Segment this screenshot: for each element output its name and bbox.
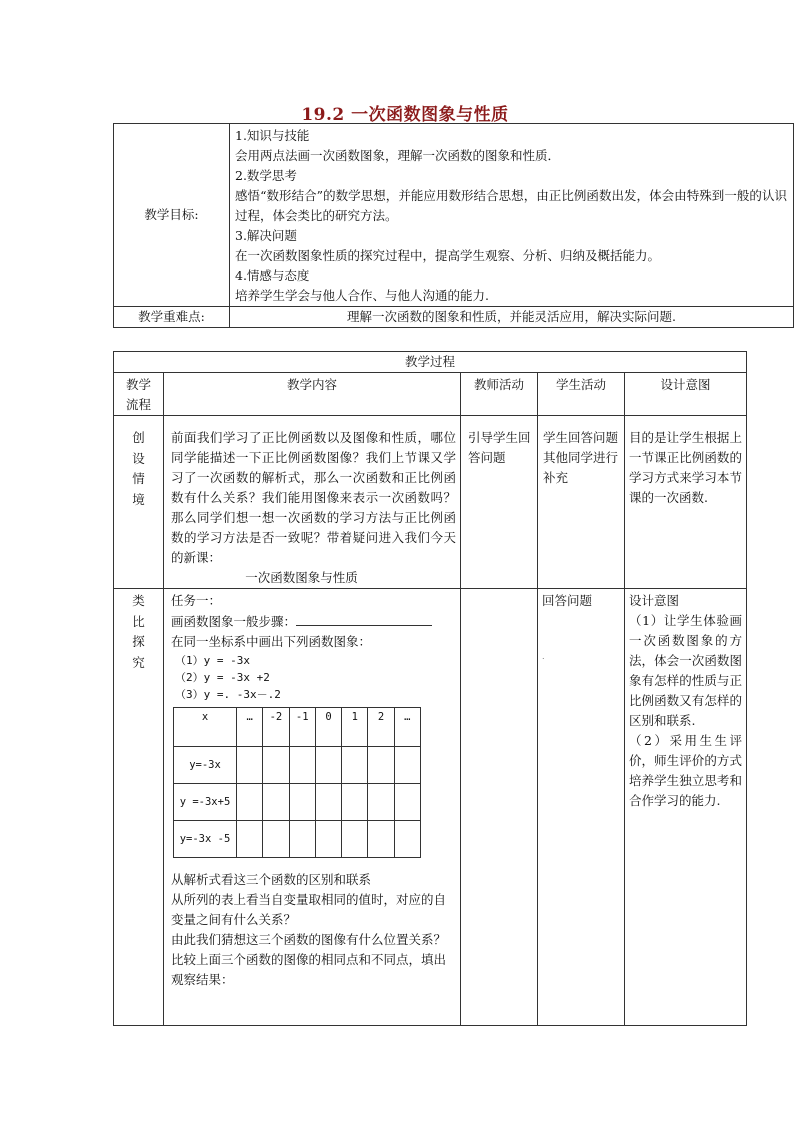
value-table-row-label: y=-3x [174, 747, 237, 784]
value-table-header: -2 [263, 708, 289, 747]
value-table-row-label: y =-3x+5 [174, 784, 237, 821]
value-cell[interactable] [368, 784, 394, 821]
value-cell[interactable] [394, 784, 420, 821]
teacher-activity-1: 引导学生回答问题 [461, 416, 538, 589]
objective-line: 培养学生学会与他人合作、与他人沟通的能力. [235, 288, 489, 303]
header-teacher: 教师活动 [461, 373, 538, 416]
value-cell[interactable] [342, 821, 368, 858]
value-table-header: x [174, 708, 237, 747]
intro-content: 前面我们学习了正比例函数以及图像和性质，哪位同学能描述一下正比例函数图像？我们上节课又学习了一次函数的解析式，那么一次函数和正比例函数有什么关系？我们能用图像来表示一次函数吗？那么同学们想一想一次函数的学习方法与正比例函数的学习方法是否一致呢？带着疑问进入我们今天的新课： 一次函数图象与性质 [164, 416, 461, 589]
question-line: 从所列的表上看当自变量取相同的值时，对应的自变量之间有什么关系？ [171, 892, 447, 927]
process-title: 教学过程 [114, 352, 747, 373]
value-table-header: 2 [368, 708, 394, 747]
objective-line: 感悟“数形结合”的数学思想，并能应用数形结合思想，由正比例函数出发，体会由特殊到一般的认识过程，体会类比的研究方法。 [235, 188, 787, 223]
intent-item: （2）采用生生评价，师生评价的方式培养学生独立思考和合作学习的能力. [629, 733, 742, 808]
explore-content [164, 589, 461, 1026]
value-table-header: … [237, 708, 263, 747]
value-cell[interactable] [342, 747, 368, 784]
value-cell[interactable] [289, 821, 315, 858]
objective-line: 1.知识与技能 [235, 128, 310, 143]
value-table-header: 0 [315, 708, 341, 747]
value-table-header: 1 [342, 708, 368, 747]
key-points-text: 理解一次函数的图象和性质，并能灵活应用，解决实际问题. [230, 307, 794, 328]
student-activity-1: 学生回答问题其他同学进行补充 [538, 416, 625, 589]
flow-analogy: 类 比 探 究 [114, 589, 164, 1026]
objectives-table [113, 123, 794, 328]
design-intent-2 [625, 589, 747, 1026]
process-table [113, 351, 747, 1026]
value-cell[interactable] [263, 821, 289, 858]
key-points-label: 教学重难点: [114, 307, 230, 328]
header-flow: 教学流程 [114, 373, 164, 416]
value-cell[interactable] [237, 821, 263, 858]
intent-item: （1）让学生体验画一次函数图象的方法，体会一次函数图象有怎样的性质与正比例函数又有怎样的区别和联系. [629, 613, 742, 728]
value-cell[interactable] [237, 784, 263, 821]
header-student: 学生活动 [538, 373, 625, 416]
objective-line: 会用两点法画一次函数图象，理解一次函数的图象和性质． [235, 148, 561, 163]
teacher-activity-2 [461, 589, 538, 1026]
objectives-content [230, 124, 794, 307]
value-cell[interactable] [289, 784, 315, 821]
value-cell[interactable] [263, 747, 289, 784]
equation: （3）y =. -3x－.2 [175, 688, 281, 701]
equation: （1）y = -3x [175, 654, 250, 667]
value-cell[interactable] [237, 747, 263, 784]
value-table-header: -1 [289, 708, 315, 747]
flow-create: 创 设 情 境 [114, 416, 164, 589]
header-intent: 设计意图 [625, 373, 747, 416]
question-line: 从解析式看这三个函数的区别和联系 [171, 872, 372, 887]
design-intent-1: 目的是让学生根据上一节课正比例函数的学习方式来学习本节课的一次函数. [625, 416, 747, 589]
value-cell[interactable] [342, 784, 368, 821]
header-content: 教学内容 [164, 373, 461, 416]
equation: （2）y = -3x +2 [175, 671, 270, 684]
value-cell[interactable] [394, 747, 420, 784]
answer-blank [296, 611, 432, 626]
value-cell[interactable] [315, 821, 341, 858]
value-table-header: … [394, 708, 420, 747]
value-cell[interactable] [368, 821, 394, 858]
objectives-label: 教学目标: [114, 124, 230, 307]
intro-subtitle: 一次函数图象与性质 [245, 570, 358, 585]
page-title: 19.2 一次函数图象与性质 [301, 105, 509, 125]
draw-instruction: 在同一坐标系中画出下列函数图象： [171, 634, 372, 649]
question-line: 比较上面三个函数的图像的相同点和不同点，填出观察结果： [171, 952, 447, 987]
student-activity-2: 回答问题 . [538, 589, 625, 1026]
value-cell[interactable] [368, 747, 394, 784]
objective-line: 2.数学思考 [235, 168, 297, 183]
question-line: 由此我们猜想这三个函数的图像有什么位置关系？ [171, 932, 447, 947]
intent-title: 设计意图 [629, 593, 680, 608]
value-table [173, 707, 421, 858]
objective-line: 4.情感与态度 [235, 268, 310, 283]
steps-line: 画函数图象一般步骤： [171, 611, 456, 632]
objective-line: 在一次函数图象性质的探究过程中，提高学生观察、分析、归纳及概括能力。 [235, 248, 661, 263]
value-cell[interactable] [263, 784, 289, 821]
value-cell[interactable] [315, 784, 341, 821]
value-cell[interactable] [289, 747, 315, 784]
task-title: 任务一： [171, 593, 222, 608]
stray-mark: . [542, 652, 545, 661]
objective-line: 3.解决问题 [235, 228, 297, 243]
value-table-row-label: y=-3x -5 [174, 821, 237, 858]
value-cell[interactable] [315, 747, 341, 784]
value-cell[interactable] [394, 821, 420, 858]
